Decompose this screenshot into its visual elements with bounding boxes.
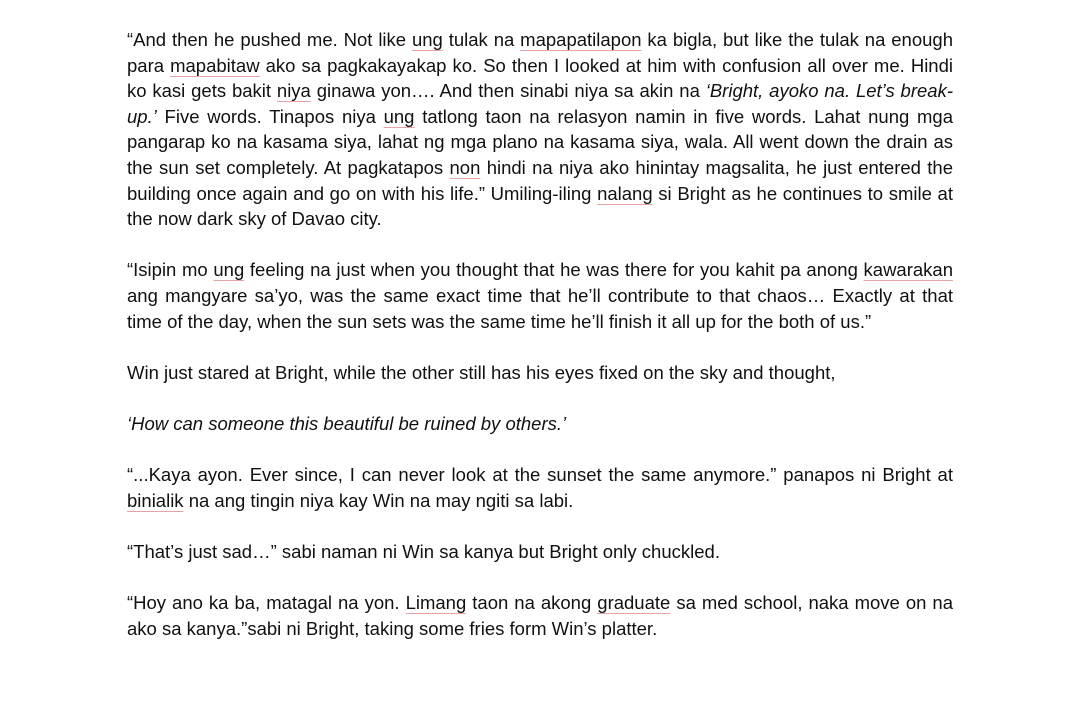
text-segment: “...Kaya ayon. Ever since, I can never look at the sunset the same anymore.” panapos ni Bright at	[127, 464, 953, 486]
text-segment: “Isipin mo	[127, 259, 214, 281]
spellcheck-word[interactable]: non	[449, 156, 481, 178]
spellcheck-word[interactable]: graduate	[597, 592, 671, 614]
paragraph-5	[127, 462, 953, 513]
text-segment: Five words. Tinapos niya	[156, 105, 384, 127]
text-segment: ginawa yon…. And then sinabi niya sa akin na	[310, 80, 706, 102]
text-segment: “And then he pushed me. Not like	[127, 29, 412, 50]
spellcheck-word[interactable]: mapapatilapon	[520, 29, 642, 50]
spellcheck-word[interactable]: ung	[411, 29, 443, 50]
paragraph-1	[127, 27, 953, 232]
text-segment: hindi na niya ako hinintay magsalita, he just entered the building once again and go on with his life.” Umiling-iling	[127, 156, 953, 204]
italic-thought: ‘How can someone this beautiful be ruined by others.’	[127, 412, 567, 434]
text-segment: feeling na just when you thought that he was there for you kahit pa anong	[244, 259, 864, 281]
text-segment: taon na akong	[466, 592, 598, 614]
text-segment: sa med school, naka move on na ako sa kanya.”sabi ni Bright, taking some fries form Win’s platter.	[127, 592, 954, 639]
paragraph-2	[127, 257, 953, 334]
text-segment: ang mangyare sa’yo, was the same exact time that he’ll contribute to that chaos… Exactly at that time of the day, when the sun sets was the same time he’ll finish it all up for the both of us.”	[127, 284, 953, 332]
paragraph-3	[127, 360, 953, 386]
text-segment: na ang tingin niya kay Win na may ngiti sa labi.	[183, 489, 574, 511]
paragraph-4	[127, 411, 953, 437]
text-segment: si Bright as he continues to smile at the now dark sky of Davao city.	[127, 182, 953, 230]
text-segment: “Hoy ano ka ba, matagal na yon.	[127, 592, 406, 614]
document-body	[127, 27, 953, 641]
spellcheck-word[interactable]: nalang	[597, 182, 653, 204]
italic-quote: ‘Bright, ayoko na. Let’s break-up.’	[127, 80, 953, 127]
paragraph-6	[127, 539, 953, 565]
text-segment: “That’s just sad…” sabi naman ni Win sa kanya but Bright only chuckled.	[127, 540, 720, 562]
spellcheck-word[interactable]: kawarakan	[863, 259, 953, 281]
spellcheck-word[interactable]: niya	[276, 80, 311, 102]
text-segment: tatlong taon na relasyon namin in five words. Lahat nung mga pangarap ko na kasama siya, lahat ng mga plano na kasama siya, wala. All went down the drain as the sun set completely. At pagkatapos	[127, 105, 953, 178]
spellcheck-word[interactable]: mapabitaw	[170, 54, 260, 76]
paragraph-7	[127, 590, 953, 641]
text-segment: ka bigla, but like the tulak na enough para	[127, 29, 953, 76]
spellcheck-word[interactable]: Limang	[405, 592, 467, 614]
text-segment: Win just stared at Bright, while the other still has his eyes fixed on the sky and thought,	[127, 361, 836, 383]
spellcheck-word[interactable]: ung	[383, 105, 415, 127]
text-segment: ako sa pagkakayakap ko. So then I looked at him with confusion all over me. Hindi ko kasi gets bakit	[127, 54, 953, 102]
spellcheck-word[interactable]: ung	[213, 259, 245, 281]
spellcheck-word[interactable]: binialik	[127, 489, 184, 511]
text-segment: tulak na	[442, 29, 521, 50]
